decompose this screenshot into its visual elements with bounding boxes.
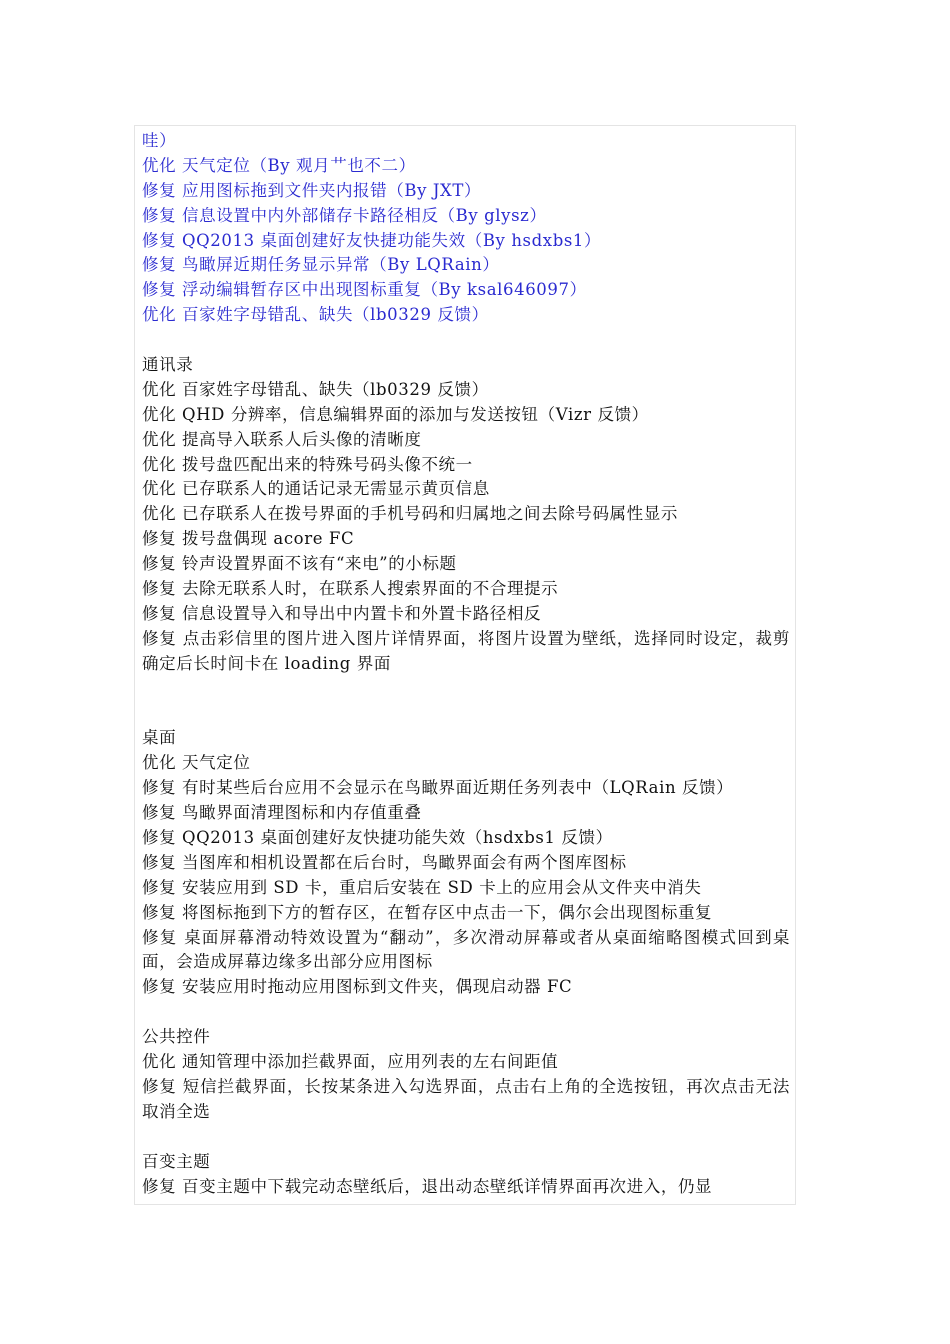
- list-item: 修复 去除无联系人时，在联系人搜索界面的不合理提示: [142, 579, 559, 599]
- list-item: 优化 天气定位: [142, 753, 251, 773]
- list-item: 修复 铃声设置界面不该有“来电”的小标题: [142, 554, 457, 574]
- list-item: 修复 当图库和相机设置都在后台时，鸟瞰界面会有两个图库图标: [142, 852, 627, 872]
- list-item: 优化 已存联系人在拨号界面的手机号码和归属地之间去除号码属性显示: [142, 504, 678, 524]
- list-item: 优化 QHD 分辨率，信息编辑界面的添加与发送按钮（Vizr 反馈）: [142, 404, 649, 424]
- spacer: [142, 328, 790, 353]
- list-item: 修复 百变主题中下载完动态壁纸后，退出动态壁纸详情界面再次进入，仍显: [142, 1176, 713, 1196]
- section-heading: 公共控件: [142, 1027, 211, 1047]
- text-line: 修复 鸟瞰屏近期任务显示异常（By LQRain）: [142, 255, 500, 275]
- list-item: 优化 通知管理中添加拦截界面，应用列表的左右间距值: [142, 1052, 559, 1072]
- list-item: 修复 将图标拖到下方的暂存区，在暂存区中点击一下，偶尔会出现图标重复: [142, 902, 713, 922]
- section-desktop: [142, 726, 790, 1000]
- section-heading: 通讯录: [142, 355, 194, 375]
- text-line: 哇）: [142, 131, 177, 150]
- list-item: 优化 已存联系人的通话记录无需显示黄页信息: [142, 479, 490, 499]
- list-item: 修复 安装应用时拖动应用图标到文件夹，偶现启动器 FC: [142, 977, 573, 997]
- section-contacts: [142, 353, 790, 677]
- spacer: [142, 1000, 790, 1025]
- list-item: 修复 鸟瞰界面清理图标和内存值重叠: [142, 803, 422, 823]
- document-page: [134, 125, 796, 1205]
- list-item: 修复 信息设置导入和导出中内置卡和外置卡路径相反: [142, 603, 542, 623]
- spacer: [142, 677, 790, 727]
- text-line: 优化 百家姓字母错乱、缺失（lb0329 反馈）: [142, 305, 489, 325]
- section-themes: [142, 1150, 790, 1200]
- section-common-controls: [142, 1025, 790, 1125]
- list-item: 优化 百家姓字母错乱、缺失（lb0329 反馈）: [142, 379, 489, 399]
- document-content: [142, 129, 790, 1199]
- spacer: [142, 1125, 790, 1150]
- list-item: 修复 QQ2013 桌面创建好友快捷功能失效（hsdxbs1 反馈）: [142, 827, 613, 847]
- section-heading: 桌面: [142, 728, 177, 748]
- list-item: 修复 短信拦截界面，长按某条进入勾选界面，点击右上角的全选按钮，再次点击无法取消全选: [142, 1076, 790, 1121]
- changelog-top: [142, 129, 790, 328]
- list-item: 修复 桌面屏幕滑动特效设置为“翻动”，多次滑动屏幕或者从桌面缩略图模式回到桌面，会造成屏幕边缘多出部分应用图标: [142, 927, 790, 972]
- text-line: 优化 天气定位（By 观月艹也不二）: [142, 155, 416, 175]
- text-line: 修复 浮动编辑暂存区中出现图标重复（By ksal646097）: [142, 280, 587, 300]
- text-line: 修复 应用图标拖到文件夹内报错（By JXT）: [142, 180, 482, 200]
- list-item: 修复 安装应用到 SD 卡，重启后安装在 SD 卡上的应用会从文件夹中消失: [142, 877, 702, 897]
- list-item: 优化 拨号盘匹配出来的特殊号码头像不统一: [142, 454, 473, 474]
- list-item: 优化 提高导入联系人后头像的清晰度: [142, 429, 422, 449]
- list-item: 修复 拨号盘偶现 acore FC: [142, 529, 355, 549]
- text-line: 修复 信息设置中内外部储存卡路径相反（By glysz）: [142, 205, 547, 225]
- text-line: 修复 QQ2013 桌面创建好友快捷功能失效（By hsdxbs1）: [142, 230, 602, 250]
- section-heading: 百变主题: [142, 1151, 211, 1171]
- list-item: 修复 点击彩信里的图片进入图片详情界面，将图片设置为壁纸，选择同时设定，裁剪确定后长时间卡在 loading 界面: [142, 628, 790, 673]
- list-item: 修复 有时某些后台应用不会显示在鸟瞰界面近期任务列表中（LQRain 反馈）: [142, 778, 734, 798]
